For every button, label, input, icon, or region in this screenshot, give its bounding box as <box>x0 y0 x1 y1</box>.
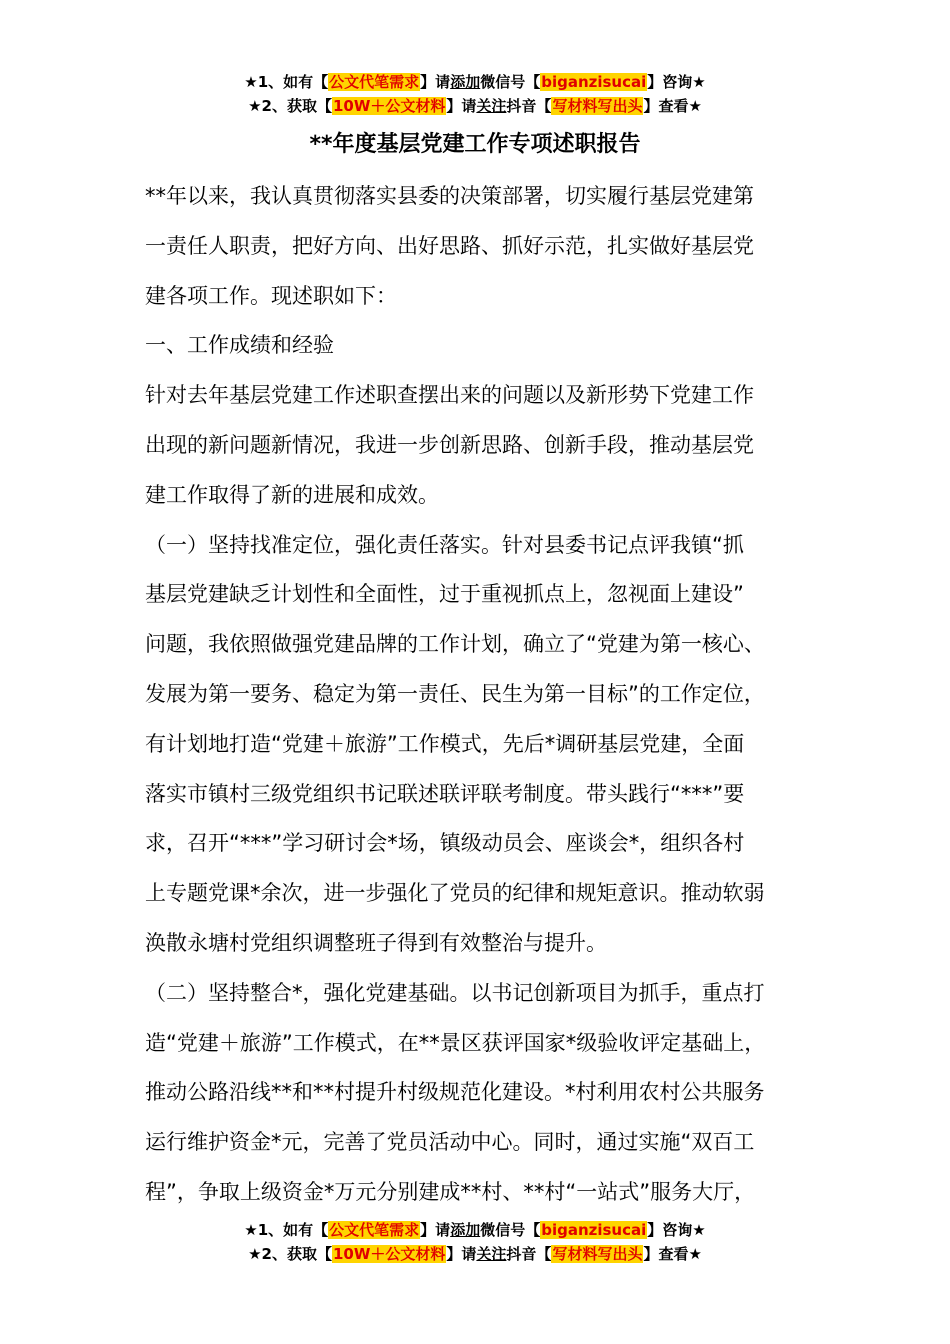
banner-highlight: 公文代笔需求 <box>329 73 420 91</box>
banner-line-1 <box>0 70 950 94</box>
banner-text: ★1、如有【 <box>244 73 329 91</box>
body-line: 求，召开“***”学习研讨会*场，镇级动员会、座谈会*，组织各村 <box>145 831 745 856</box>
banner-text: 微信号【 <box>480 73 541 91</box>
body-line: 问题，我依照做强党建品牌的工作计划，确立了“党建为第一核心、 <box>145 632 765 657</box>
banner-text: ★2、获取【 <box>248 1245 332 1263</box>
banner-text: ★1、如有【 <box>244 1221 329 1239</box>
body-line: 基层党建缺乏计划性和全面性，过于重视抓点上，忽视面上建设” <box>145 582 744 607</box>
body-line: 推动公路沿线**和**村提升村级规范化建设。*村利用农村公共服务 <box>145 1080 765 1105</box>
banner-highlight: 写材料写出头 <box>552 97 643 115</box>
bottom-banner <box>0 1218 950 1266</box>
banner-text: 】请 <box>446 97 477 115</box>
banner-text: 抖音【 <box>506 97 552 115</box>
section-heading: 一、工作成绩和经验 <box>145 333 334 358</box>
body-line: 发展为第一要务、稳定为第一责任、民生为第一目标”的工作定位， <box>145 681 765 706</box>
body-line: **年以来，我认真贯彻落实县委的决策部署，切实履行基层党建第 <box>145 184 754 208</box>
body-line: 建工作取得了新的进展和成效。 <box>145 482 439 507</box>
banner-underlined: 添加 <box>450 1221 481 1239</box>
banner-underlined: 添加 <box>450 73 481 91</box>
banner-text: ★2、获取【 <box>248 97 332 115</box>
body-line: 一责任人职责，把好方向、出好思路、抓好示范，扎实做好基层党 <box>145 233 754 258</box>
body-line: 运行维护资金*元，完善了党员活动中心。同时，通过实施“双百工 <box>145 1130 755 1155</box>
body-line: 上专题党课*余次，进一步强化了党员的纪律和规矩意识。推动软弱 <box>145 881 765 906</box>
banner-highlight: 10W＋公文材料 <box>332 1245 446 1263</box>
body-line: （二）坚持整合*，强化党建基础。以书记创新项目为抓手，重点打 <box>145 980 765 1005</box>
banner-highlight: biganzisucai <box>541 1221 647 1239</box>
body-line: 有计划地打造“党建＋旅游”工作模式，先后*调研基层党建，全面 <box>145 731 745 756</box>
document-body <box>145 172 830 1218</box>
body-line: 落实市镇村三级党组织书记联述联评联考制度。带头践行“***”要 <box>145 781 745 806</box>
banner-text: 抖音【 <box>506 1245 552 1263</box>
body-line: 造“党建＋旅游”工作模式，在**景区获评国家*级验收评定基础上， <box>145 1030 766 1055</box>
banner-text: 】查看★ <box>643 1245 702 1263</box>
banner-underlined: 关注 <box>476 97 507 115</box>
document-title: **年度基层党建工作专项述职报告 <box>309 132 641 157</box>
body-line: 出现的新问题新情况，我进一步创新思路、创新手段，推动基层党 <box>145 432 754 457</box>
body-line: 涣散永塘村党组织调整班子得到有效整治与提升。 <box>145 930 607 955</box>
banner-text: 】请 <box>420 73 451 91</box>
banner-line-1 <box>0 1218 950 1242</box>
banner-text: 】请 <box>446 1245 477 1263</box>
body-line: 程”，争取上级资金*万元分别建成**村、**村“一站式”服务大厅， <box>145 1179 756 1204</box>
banner-text: 】查看★ <box>643 97 702 115</box>
body-line: 针对去年基层党建工作述职查摆出来的问题以及新形势下党建工作 <box>145 383 754 408</box>
banner-text: 】咨询★ <box>647 1221 706 1239</box>
body-line: （一）坚持找准定位，强化责任落实。针对县委书记点评我镇“抓 <box>145 532 744 557</box>
banner-text: 】请 <box>420 1221 451 1239</box>
banner-text: 微信号【 <box>480 1221 541 1239</box>
banner-highlight: 10W＋公文材料 <box>332 97 446 115</box>
body-line: 建各项工作。现述职如下： <box>145 283 397 308</box>
top-banner <box>0 70 950 118</box>
banner-highlight: 写材料写出头 <box>552 1245 643 1263</box>
banner-line-2 <box>0 1242 950 1266</box>
banner-underlined: 关注 <box>476 1245 507 1263</box>
banner-highlight: 公文代笔需求 <box>329 1221 420 1239</box>
banner-highlight: biganzisucai <box>541 73 647 91</box>
banner-text: 】咨询★ <box>647 73 706 91</box>
banner-line-2 <box>0 94 950 118</box>
